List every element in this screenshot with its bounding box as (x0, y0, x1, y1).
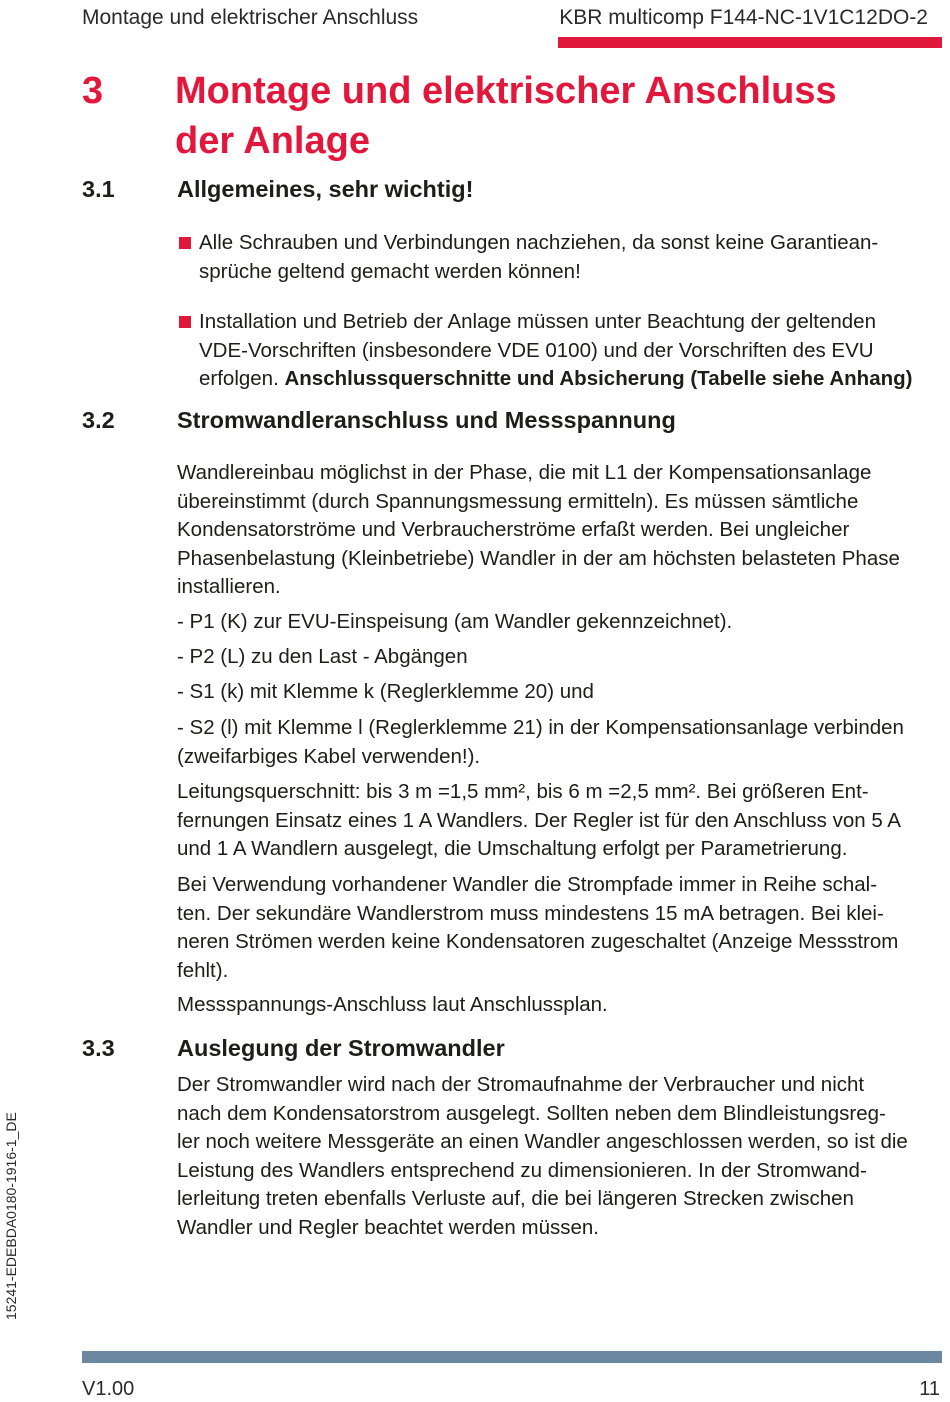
section-3-3-heading (82, 1035, 942, 1062)
text-line: ten. Der sekundäre Wandlerstrom muss mindestens 15 mA betragen. Bei klei- (177, 901, 884, 925)
connection-dash-item-2: - P2 (L) zu den Last - Abgängen (177, 645, 468, 668)
chapter-heading (82, 66, 942, 166)
bullet-item-1 (177, 229, 937, 286)
text-line: übereinstimmt (durch Spannungsmessung ermitteln). Es müssen sämtliche (177, 489, 859, 513)
bullet-1-line-2: sprüche geltend gemacht werden können! (199, 259, 581, 283)
text-line: nach dem Kondensatorstrom ausgelegt. Sollten neben dem Blindleistungsreg- (177, 1101, 886, 1125)
section-3-2-paragraph-3 (177, 871, 937, 985)
text-line: Bei Verwendung vorhandener Wandler die Strompfade immer in Reihe schal- (177, 873, 878, 896)
page-number: 11 (919, 1378, 940, 1400)
bullet-2-line-3-bold: Anschlussquerschnitte und Absicherung (Tabelle siehe Anhang) (284, 367, 913, 390)
running-header-left: Montage und elektrischer Anschluss (82, 6, 419, 29)
text-line: - S2 (l) mit Klemme l (Reglerklemme 21) in der Kompensationsanlage verbinden (177, 716, 904, 739)
section-number: 3.1 (82, 176, 115, 202)
running-header-right: KBR multicomp F144-NC-1V1C12DO-2 (559, 6, 928, 29)
section-3-3-paragraph (177, 1071, 937, 1242)
text-line: Der Stromwandler wird nach der Stromaufnahme der Verbraucher und nicht (177, 1073, 865, 1096)
text-line: und 1 A Wandlern ausgelegt, die Umschaltung erfolgt per Parametrierung. (177, 837, 848, 860)
footer-bar (82, 1351, 942, 1363)
text-line: fehlt). (177, 958, 229, 982)
text-line: ler noch weitere Messgeräte an einen Wandler angeschlossen werden, so ist die (177, 1130, 908, 1153)
bullet-square-icon (179, 316, 191, 328)
bullet-square-icon (179, 237, 191, 249)
connection-dash-item-1: - P1 (K) zur EVU-Einspeisung (am Wandler gekennzeichnet). (177, 610, 733, 633)
section-3-2-paragraph-4: Messspannungs-Anschluss laut Anschlussplan. (177, 993, 608, 1016)
text-line: fernungen Einsatz eines 1 A Wandlers. Der Regler ist für den Anschluss von 5 A (177, 808, 901, 832)
section-3-2-paragraph-1 (177, 459, 937, 602)
footer-version: V1.00 (82, 1378, 135, 1400)
text-line: Wandlereinbau möglichst in der Phase, die mit L1 der Kompensationsanlage (177, 461, 872, 484)
bullet-item-2 (177, 308, 937, 394)
header-accent-bar (558, 37, 942, 48)
section-title: Auslegung der Stromwandler (177, 1035, 505, 1061)
text-line: Phasenbelastung (Kleinbetriebe) Wandler in der am höchsten belasteten Phase (177, 546, 900, 570)
section-number: 3.2 (82, 407, 115, 433)
chapter-number: 3 (82, 70, 104, 112)
section-3-2-paragraph-2 (177, 778, 937, 864)
section-number: 3.3 (82, 1035, 115, 1061)
bullet-2-line-3 (199, 365, 937, 394)
bullet-2-line-3-plain: erfolgen. (199, 367, 285, 390)
chapter-title-line1: Montage und elektrischer Anschluss (175, 70, 837, 112)
text-line: installieren. (177, 575, 281, 598)
bullet-1-line-1: Alle Schrauben und Verbindungen nachziehen, da sonst keine Garantiean- (199, 231, 879, 254)
text-line: Leistung des Wandlers entsprechend zu dimensionieren. In der Stromwand- (177, 1158, 867, 1182)
section-3-1-heading (82, 176, 942, 203)
chapter-title-line2: der Anlage (175, 120, 370, 162)
document-code-vertical: 15241-EDEBDA0180-1916-1_DE (3, 1112, 19, 1320)
bullet-2-line-1: Installation und Betrieb der Anlage müssen unter Beachtung der geltenden (199, 310, 876, 333)
bullet-2-line-2: VDE-Vorschriften (insbesondere VDE 0100) und der Vorschriften des EVU (199, 338, 874, 362)
text-line: neren Strömen werden keine Kondensatoren zugeschaltet (Anzeige Messstrom (177, 930, 899, 953)
text-line: Leitungsquerschnitt: bis 3 m =1,5 mm², bis 6 m =2,5 mm². Bei größeren Ent- (177, 780, 869, 803)
chapter-title (175, 66, 942, 166)
text-line: Kondensatorströme und Verbraucherströme erfaßt werden. Bei ungleicher (177, 518, 850, 541)
section-title: Allgemeines, sehr wichtig! (177, 176, 474, 202)
text-line: lerleitung treten ebenfalls Verluste auf, die bei längeren Strecken zwischen (177, 1187, 854, 1210)
connection-dash-item-4 (177, 714, 937, 771)
text-line: Wandler und Regler beachtet werden müssen. (177, 1215, 600, 1239)
section-title: Stromwandleranschluss und Messspannung (177, 407, 676, 433)
text-line: (zweifarbiges Kabel verwenden!). (177, 744, 481, 768)
connection-dash-item-3: - S1 (k) mit Klemme k (Reglerklemme 20) und (177, 680, 594, 703)
section-3-2-heading (82, 407, 942, 434)
